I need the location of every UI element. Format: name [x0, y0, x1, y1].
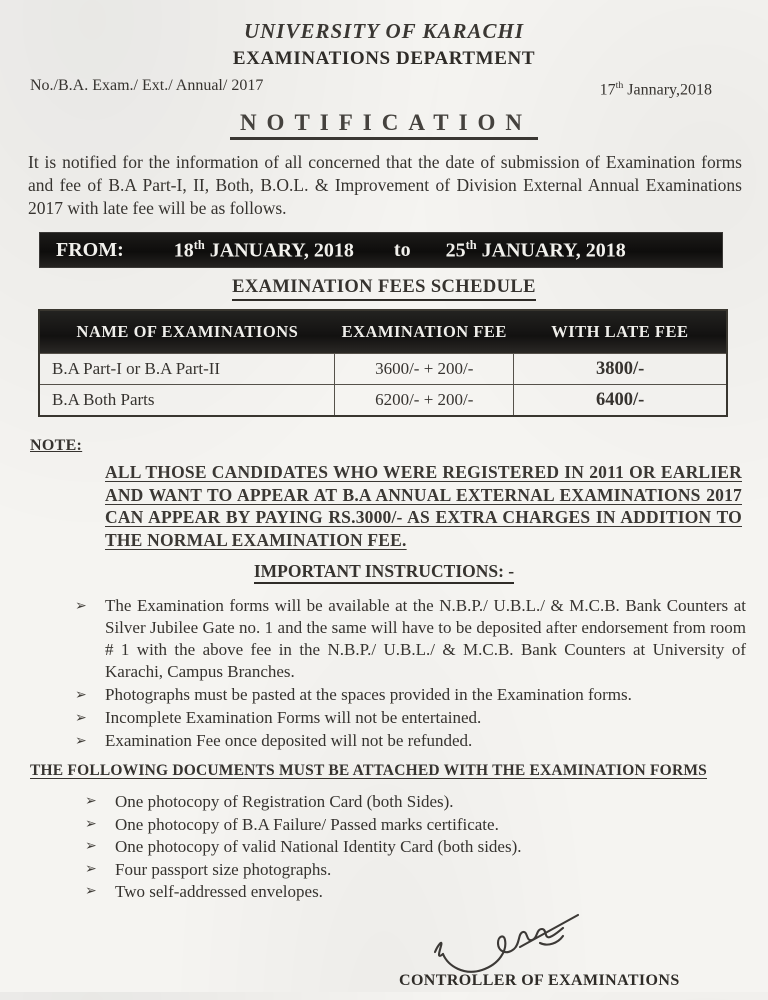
- list-item: [75, 684, 746, 706]
- instructions-title-row: [0, 562, 768, 584]
- arrow-bullet-icon: ➢: [85, 793, 97, 810]
- exam-name-cell: B.A Part-I or B.A Part-II: [39, 354, 335, 385]
- signatory-title: CONTROLLER OF EXAMINATIONS: [399, 971, 680, 989]
- document-text: One photocopy of valid National Identity Card (both sides).: [115, 837, 522, 857]
- arrow-bullet-icon: ➢: [85, 883, 97, 900]
- arrow-bullet-icon: ➢: [75, 687, 87, 704]
- document-text: Two self-addressed envelopes.: [115, 882, 323, 902]
- note-text: ALL THOSE CANDIDATES WHO WERE REGISTERED IN 2011 OR EARLIER AND WANT TO APPEAR AT B.A ANNUAL EXTERNAL EXAMINATIONS 2017 CAN APPEAR BY PAYING RS.3000/- AS EXTRA CHARGES IN ADDITION TO THE NORMAL EXAMINATION FEE.: [105, 462, 742, 550]
- arrow-bullet-icon: ➢: [85, 815, 97, 832]
- arrow-bullet-icon: ➢: [75, 710, 87, 727]
- instructions-title: IMPORTANT INSTRUCTIONS: -: [254, 562, 514, 584]
- arrow-bullet-icon: ➢: [85, 860, 97, 877]
- late-fee-cell: 3800/-: [514, 354, 727, 385]
- documents-title: THE FOLLOWING DOCUMENTS MUST BE ATTACHED WITH THE EXAMINATION FORMS: [30, 762, 707, 780]
- arrow-bullet-icon: ➢: [75, 598, 87, 615]
- list-item: [75, 730, 746, 752]
- university-name: UNIVERSITY OF KARACHI: [243, 19, 525, 43]
- from-label: FROM:: [56, 238, 124, 261]
- column-header-fee: EXAMINATION FEE: [335, 310, 514, 354]
- signature-block: [0, 904, 768, 1000]
- document-text: Four passport size photographs.: [115, 859, 332, 879]
- list-item: [85, 881, 746, 903]
- document-text: One photocopy of Registration Card (both Sides).: [115, 792, 454, 812]
- reference-number: No./B.A. Exam./ Ext./ Annual/ 2017: [30, 77, 264, 94]
- instruction-text: The Examination forms will be available at the N.B.P./ U.B.L./ & M.C.B. Bank Counters at Silver Jubilee Gate no. 1 and the same will have to be deposited after endorsement from room # 1 with the above fee in the N.B.P./ U.B.L./ & M.C.B. Bank Counters at University of Karachi, Campus Branches.: [105, 596, 746, 682]
- arrow-bullet-icon: ➢: [75, 733, 87, 750]
- late-fee-cell: 6400/-: [514, 385, 727, 417]
- to-label: to: [393, 238, 411, 261]
- list-item: [85, 814, 746, 836]
- signature-scribble: [428, 906, 613, 978]
- exam-name-cell: B.A Both Parts: [39, 385, 335, 417]
- list-item: [75, 595, 746, 683]
- date-banner: [40, 233, 722, 267]
- intro-paragraph: It is notified for the information of all concerned that the date of submission of Examination forms and fee of B.A Part-I, II, Both, B.O.L. & Improvement of Division External Annual Examinations 2017 with late fee will be as follows.: [28, 152, 742, 219]
- instructions-list: [75, 595, 746, 752]
- note-label: NOTE:: [30, 437, 83, 455]
- list-item: [85, 836, 746, 858]
- document-text: One photocopy of B.A Failure/ Passed marks certificate.: [115, 814, 499, 834]
- table-row: [39, 385, 727, 417]
- instruction-text: Examination Fee once deposited will not be refunded.: [105, 731, 473, 751]
- fees-table: [38, 309, 728, 417]
- fees-table-header-row: [39, 310, 727, 354]
- department-name: EXAMINATIONS DEPARTMENT: [232, 48, 536, 69]
- column-header-late-fee: WITH LATE FEE: [514, 310, 727, 354]
- notification-title: NOTIFICATION: [230, 111, 538, 140]
- to-date: 25th JANUARY, 2018: [445, 238, 626, 262]
- issue-date: 17th Jannary,2018: [599, 80, 712, 99]
- list-item: [75, 707, 746, 729]
- instruction-text: Incomplete Examination Forms will not be entertained.: [105, 708, 482, 728]
- fees-schedule-title: EXAMINATION FEES SCHEDULE: [232, 276, 536, 301]
- table-row: [39, 354, 727, 385]
- documents-list: [85, 791, 746, 903]
- notification-document: [0, 20, 768, 992]
- instruction-text: Photographs must be pasted at the spaces provided in the Examination forms.: [105, 685, 632, 705]
- fees-schedule-title-row: [0, 276, 768, 301]
- from-date: 18th JANUARY, 2018: [173, 238, 354, 262]
- list-item: [85, 791, 746, 813]
- list-item: [85, 859, 746, 881]
- exam-fee-cell: 6200/- + 200/-: [335, 385, 514, 417]
- arrow-bullet-icon: ➢: [85, 838, 97, 855]
- notification-title-row: [0, 111, 768, 140]
- reference-row: [30, 78, 712, 98]
- column-header-name: NAME OF EXAMINATIONS: [39, 310, 335, 354]
- exam-fee-cell: 3600/- + 200/-: [335, 354, 514, 385]
